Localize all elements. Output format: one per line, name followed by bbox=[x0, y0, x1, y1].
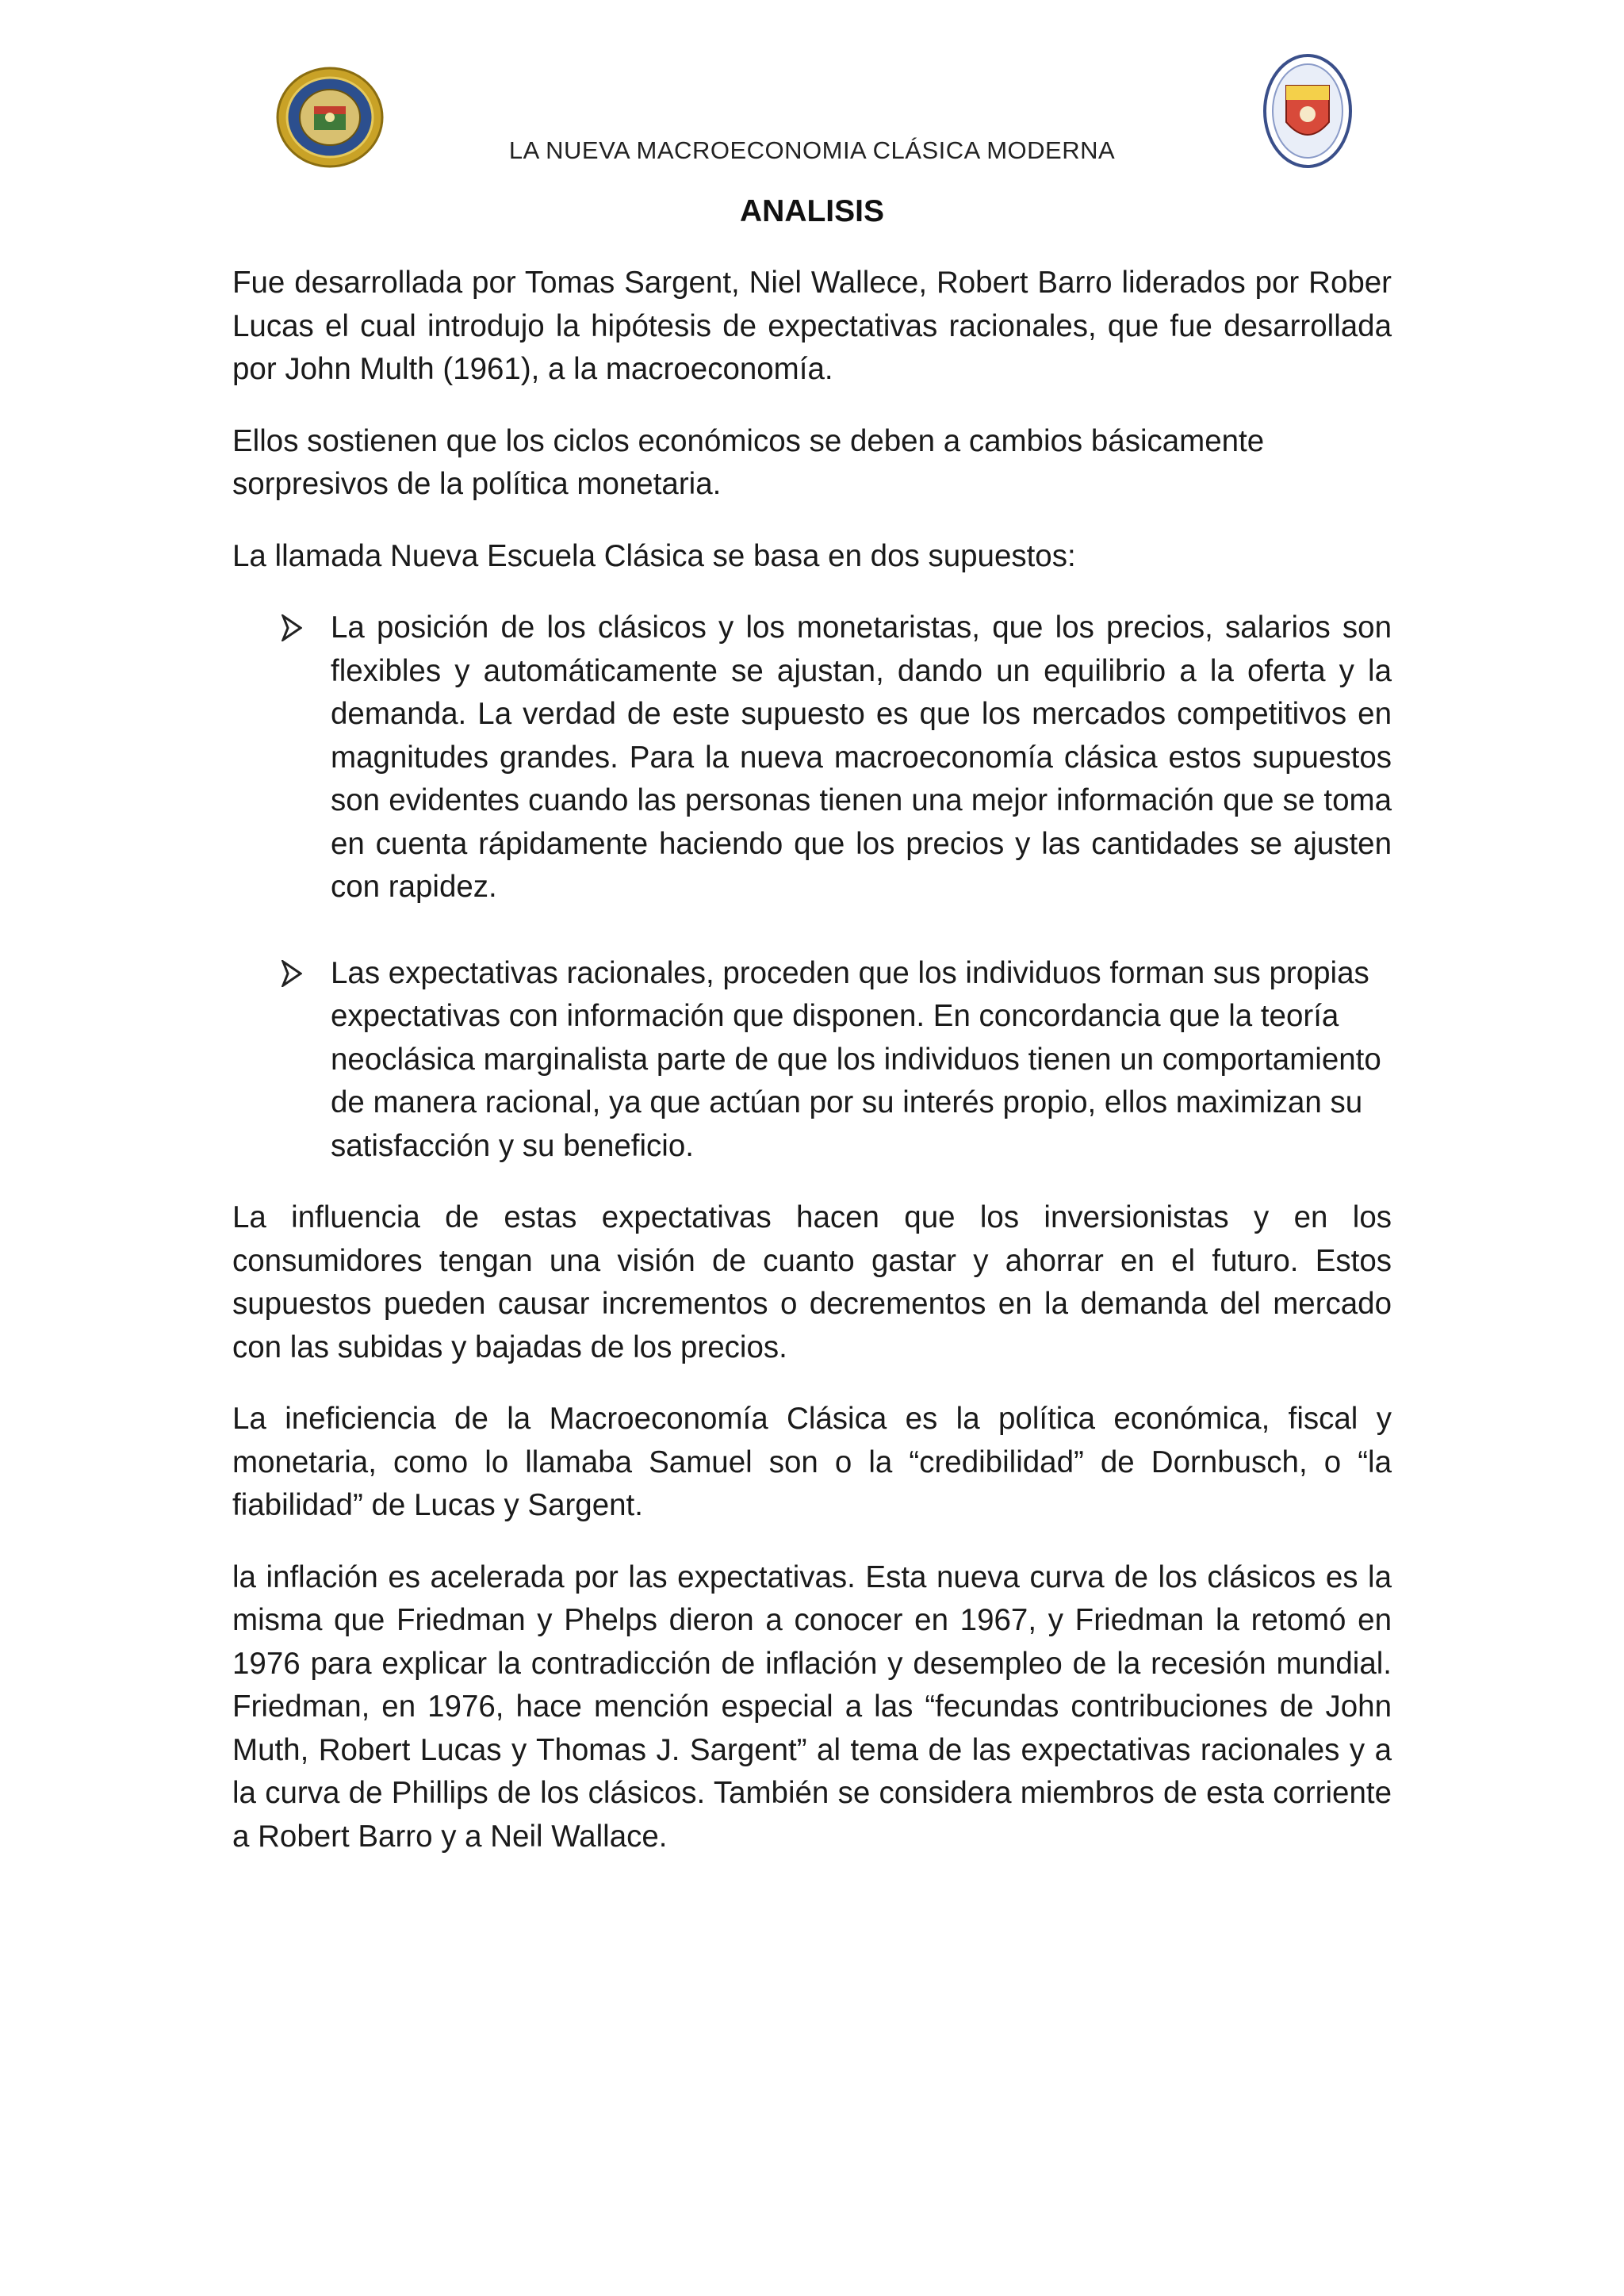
paragraph: La influencia de estas expectativas hacen que los inversionistas y en los consumidores tengan una visión de cuanto gastar y ahorrar en el futuro. Estos supuestos pueden causar incrementos o decrementos en la demanda del mercado con las subidas y bajadas de los precios. bbox=[232, 1200, 1392, 1364]
running-header: LA NUEVA MACROECONOMIA CLÁSICA MODERNA bbox=[508, 136, 1116, 164]
arrow-bullet-icon bbox=[282, 614, 302, 641]
list-item-text: Las expectativas racionales, proceden que los individuos forman sus propias expectativas con información que disponen. En concordancia que la teoría neoclásica marginalista parte de que los individuos tienen un comportamiento de manera racional, ya que actúan por su interés propio, ellos maximizan su satisfacción y su beneficio. bbox=[331, 955, 1381, 1163]
list-item bbox=[232, 952, 1392, 1169]
paragraph: La llamada Nueva Escuela Clásica se basa en dos supuestos: bbox=[232, 538, 1076, 573]
page-title: ANALISIS bbox=[739, 194, 884, 228]
document-body bbox=[232, 262, 1392, 1887]
list-item bbox=[232, 607, 1392, 909]
bullet-list bbox=[232, 607, 1392, 1168]
paragraph: la inflación es acelerada por las expectativas. Esta nueva curva de los clásicos es la misma que Friedman y Phelps dieron a conocer en 1967, y Friedman la retomó en 1976 para explicar la contradicción de inflación y desempleo de la recesión mundial. Friedman, en 1976, hace mención especial a las “fecundas contribuciones de John Muth, Robert Lucas y Thomas J. Sargent” al tema de las expectativas racionales y a la curva de Phillips de los clásicos. También se considera miembros de esta corriente a Robert Barro y a Neil Wallace. bbox=[232, 1559, 1392, 1854]
arrow-bullet-icon bbox=[282, 960, 302, 987]
paragraph: Fue desarrollada por Tomas Sargent, Niel Wallece, Robert Barro liderados por Rober Lucas el cual introdujo la hipótesis de expectativas racionales, que fue desarrollada por John Multh (1961), a la macroeconomía. bbox=[232, 266, 1392, 386]
paragraph: La ineficiencia de la Macroeconomía Clásica es la política económica, fiscal y monetaria, como lo llamaba Samuel son o la “credibilidad” de Dornbusch, o “la fiabilidad” de Lucas y Sargent. bbox=[232, 1402, 1392, 1522]
list-item-text: La posición de los clásicos y los monetaristas, que los precios, salarios son flexibles y automáticamente se ajustan, dando un equilibrio a la oferta y la demanda. La verdad de este supuesto es que los mercados competitivos en magnitudes grandes. Para la nueva macroeconomía clásica estos supuestos son evidentes cuando las personas tienen una mejor información que se toma en cuenta rápidamente haciendo que los precios y las cantidades se ajusten con rapidez. bbox=[331, 610, 1392, 904]
paragraph: Ellos sostienen que los ciclos económicos se deben a cambios básicamente sorpresivos de la política monetaria. bbox=[232, 423, 1265, 501]
